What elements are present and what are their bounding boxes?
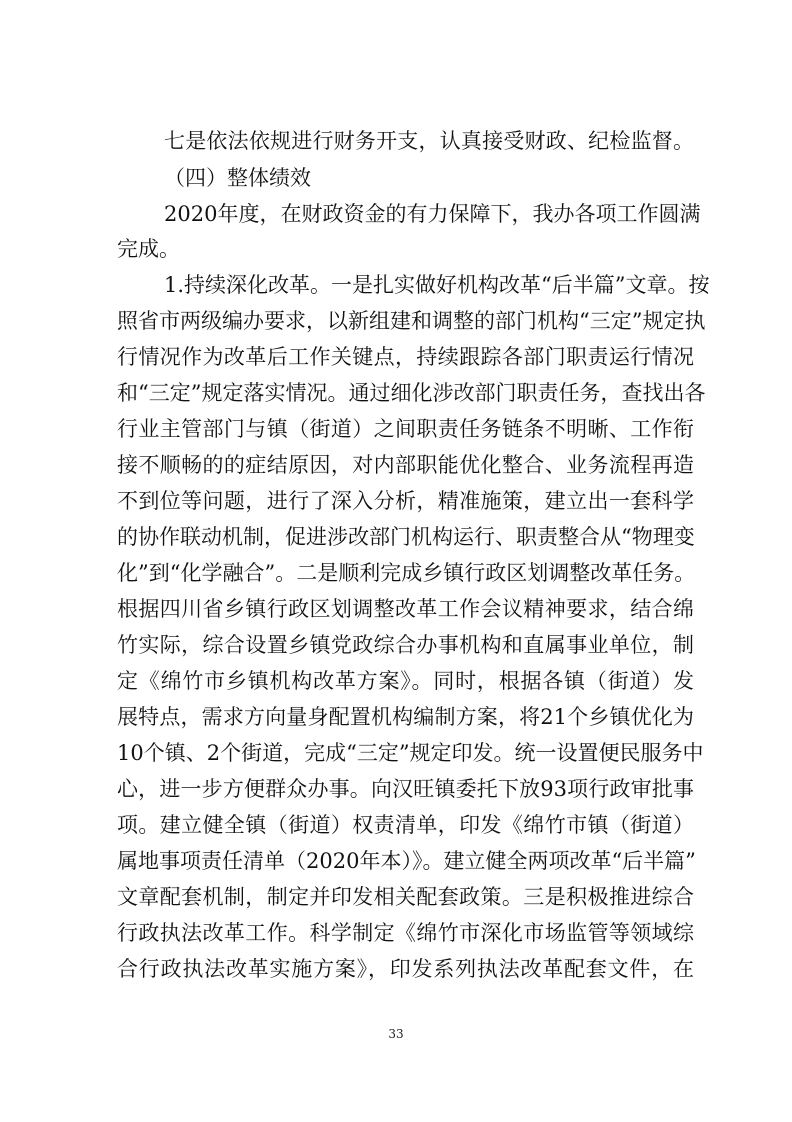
- text-line: 10个镇、2个街道，完成“三定”规定印发。统一设置便民服务中: [117, 741, 704, 765]
- text-line: 定《绵竹市乡镇机构改革方案》。同时，根据各镇（街道）发: [117, 669, 694, 693]
- text-line: 接不顺畅的的症结原因，对内部职能优化整合、业务流程再造: [117, 453, 694, 477]
- text-line: 竹实际，综合设置乡镇党政综合办事机构和直属事业单位，制: [117, 633, 694, 657]
- text-line: 化”到“化学融合”。二是顺利完成乡镇行政区划调整改革任务。: [117, 561, 696, 585]
- text-line: 七是依法依规进行财务开支，认真接受财政、纪检监督。: [164, 129, 694, 153]
- text-line: 照省市两级编办要求，以新组建和调整的部门机构“三定”规定执: [117, 309, 706, 333]
- text-line: 2020年度，在财政资金的有力保障下，我办各项工作圆满: [164, 202, 701, 226]
- text-line: 完成。: [117, 237, 180, 261]
- text-line: 1.持续深化改革。一是扎实做好机构改革“后半篇”文章。按: [164, 273, 710, 297]
- text-line: 心，进一步方便群众办事。向汉旺镇委托下放93项行政审批事: [117, 777, 694, 801]
- text-line: 的协作联动机制，促进涉改部门机构运行、职责整合从“物理变: [117, 525, 695, 549]
- text-line: 和“三定”规定落实情况。通过细化涉改部门职责任务，查找出各: [117, 381, 706, 405]
- text-line: 行业主管部门与镇（街道）之间职责任务链条不明晰、工作衔: [117, 417, 694, 441]
- text-line: 行情况作为改革后工作关键点，持续跟踪各部门职责运行情况: [117, 345, 694, 369]
- text-line: 行政执法改革工作。科学制定《绵竹市深化市场监管等领域综: [117, 921, 694, 945]
- text-line: 文章配套机制，制定并印发相关配套政策。三是积极推进综合: [117, 885, 694, 909]
- page-number: 33: [388, 1027, 404, 1041]
- text-line: 项。建立健全镇（街道）权责清单，印发《绵竹市镇（街道）: [117, 813, 694, 837]
- text-line: 不到位等问题，进行了深入分析，精准施策，建立出一套科学: [117, 489, 694, 513]
- text-line: 展特点，需求方向量身配置机构编制方案，将21个乡镇优化为: [117, 705, 694, 729]
- text-line: 根据四川省乡镇行政区划调整改革工作会议精神要求，结合绵: [117, 597, 694, 621]
- text-line: 属地事项责任清单（2020年本）》。建立健全两项改革“后半篇”: [117, 849, 696, 873]
- text-line: 合行政执法改革实施方案》，印发系列执法改革配套文件，在: [117, 957, 694, 981]
- section-heading: （四）整体绩效: [164, 166, 311, 190]
